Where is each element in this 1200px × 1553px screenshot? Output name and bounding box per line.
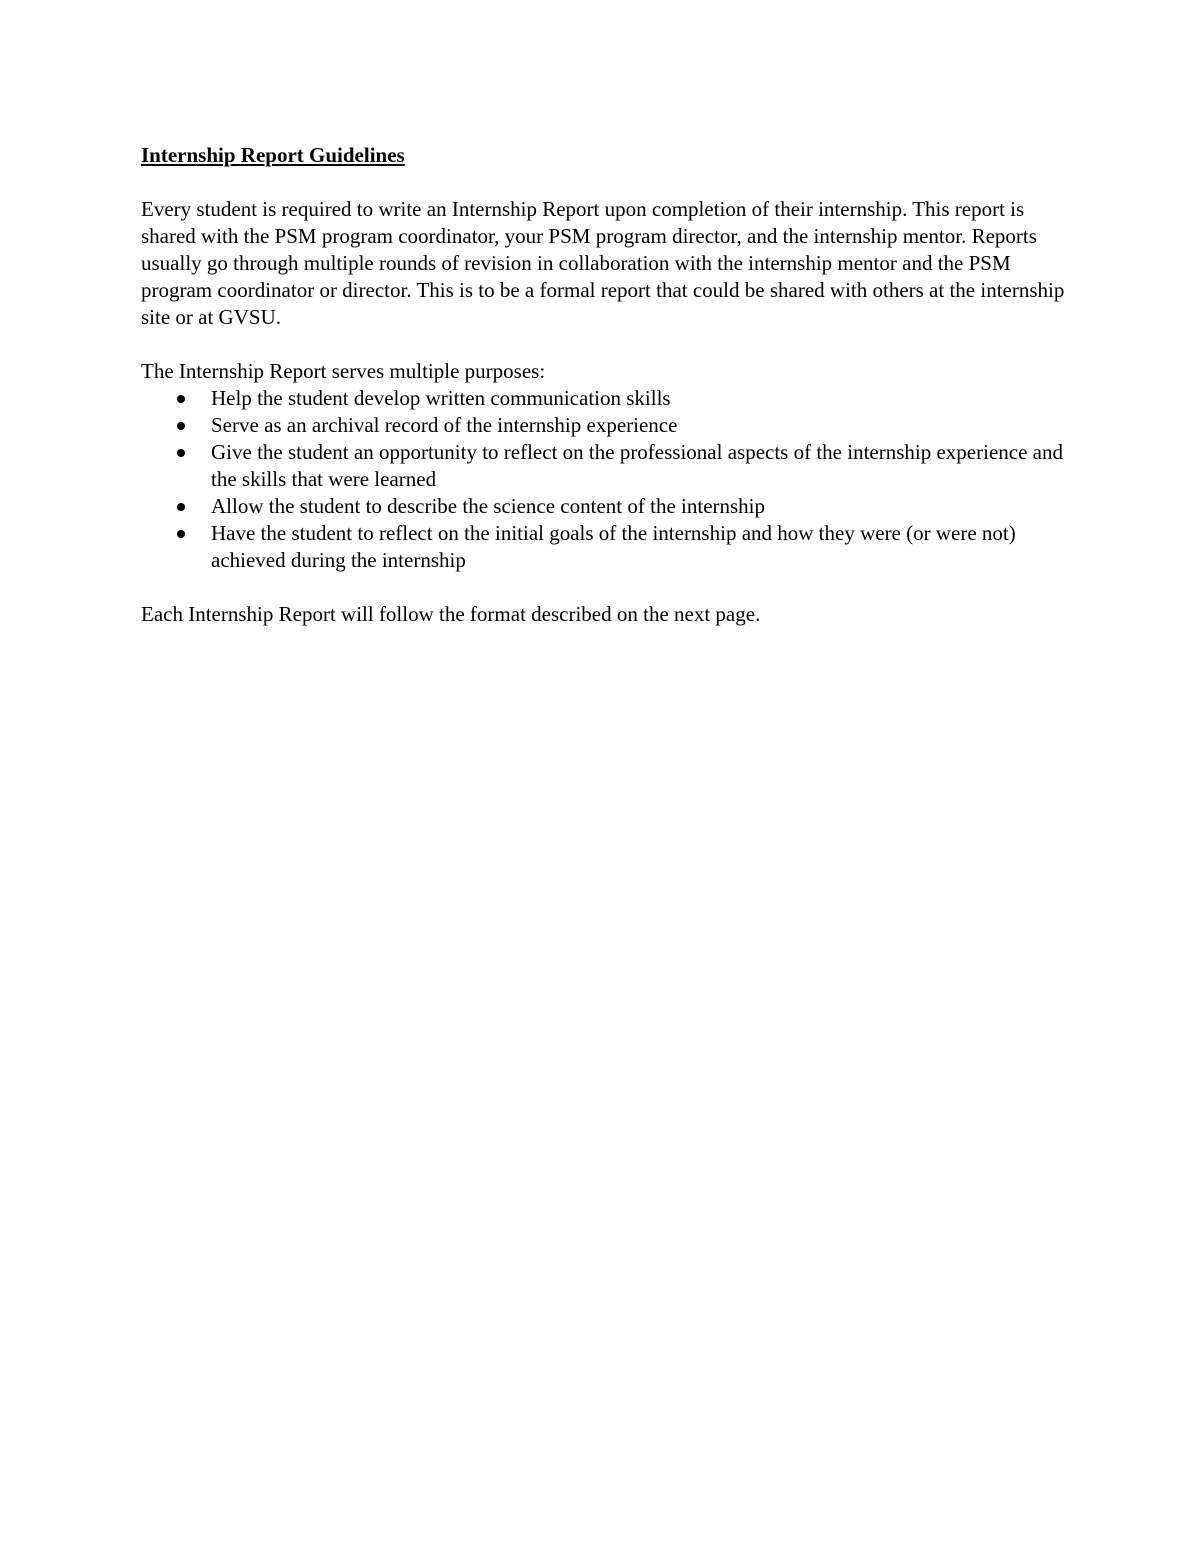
bullet-icon [177,422,185,430]
list-item-text: Help the student develop written communication skills [211,386,671,410]
list-item-text: Allow the student to describe the science content of the internship [211,494,766,518]
list-item [141,385,1081,412]
list-item-text: Serve as an archival record of the internship experience [211,413,678,437]
closing-paragraph: Each Internship Report will follow the format described on the next page. [141,602,761,626]
purposes-list [141,385,1081,574]
document-page [141,142,1081,628]
list-item [141,439,1081,493]
bullet-icon [177,530,185,538]
list-item [141,520,1081,574]
list-item [141,412,1081,439]
intro-paragraph: Every student is required to write an Internship Report upon completion of their internship. This report is shared with the PSM program coordinator, your PSM program director, and the internship mentor. Reports usually go through multiple rounds of revision in collaboration with the internship mentor and the PSM program coordinator or director. This is to be a formal report that could be shared with others at the internship site or at GVSU. [141,197,1065,329]
document-title: Internship Report Guidelines [141,143,405,167]
list-item-text: Have the student to reflect on the initial goals of the internship and how they were (or were not) achieved during the internship [211,521,1016,572]
bullet-icon [177,395,185,403]
bullet-icon [177,449,185,457]
bullet-icon [177,503,185,511]
list-item [141,493,1081,520]
list-item-text: Give the student an opportunity to reflect on the professional aspects of the internship experience and the skills that were learned [211,440,1063,491]
purposes-lead: The Internship Report serves multiple purposes: [141,359,546,383]
